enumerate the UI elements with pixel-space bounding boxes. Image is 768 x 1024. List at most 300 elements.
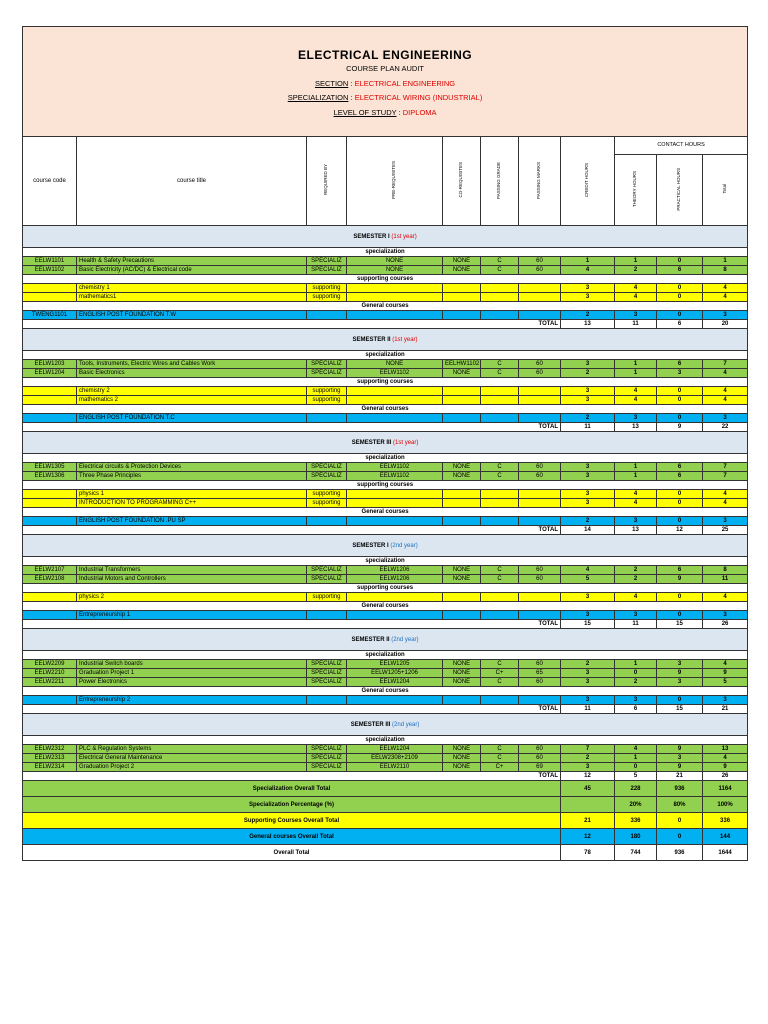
col-contact-hours: CONTACT HOURS [615, 137, 748, 155]
prerequisites: EELW1206 [347, 575, 443, 584]
passing-grade [481, 387, 519, 396]
group-header [23, 736, 748, 745]
practical-hours: 9 [657, 763, 703, 772]
semester-year: (2nd year) [391, 636, 419, 643]
summary-row [23, 829, 748, 845]
summary-row [23, 781, 748, 797]
required-by: SPECIALIZ [307, 266, 347, 275]
summary-row [23, 845, 748, 861]
course-row [23, 414, 748, 423]
prerequisites [347, 611, 443, 620]
total-hours: 4 [703, 387, 748, 396]
passing-grade [481, 696, 519, 705]
course-title: mathematics 2 [77, 396, 307, 405]
level-label: LEVEL OF STUDY [333, 107, 397, 117]
prerequisites: NONE [347, 257, 443, 266]
total-credit-hours: 14 [561, 526, 615, 535]
prerequisites: EELW1205 [347, 660, 443, 669]
credit-hours: 3 [561, 284, 615, 293]
required-by: SPECIALIZ [307, 678, 347, 687]
passing-grade: C [481, 266, 519, 275]
theory-hours: 0 [615, 763, 657, 772]
total-hours: 4 [703, 490, 748, 499]
theory-hours: 3 [615, 611, 657, 620]
course-title: mathematics1 [77, 293, 307, 302]
summary-label: Specialization Overall Total [23, 781, 561, 797]
theory-hours: 4 [615, 490, 657, 499]
credit-hours: 3 [561, 396, 615, 405]
course-code: EELW2209 [23, 660, 77, 669]
total-hours: 9 [703, 669, 748, 678]
required-by: supporting [307, 490, 347, 499]
passing-marks [519, 311, 561, 320]
total-spacer [23, 705, 519, 714]
required-by: SPECIALIZ [307, 463, 347, 472]
course-row [23, 369, 748, 378]
theory-hours: 4 [615, 387, 657, 396]
credit-hours: 4 [561, 566, 615, 575]
prerequisites [347, 311, 443, 320]
corequisites: EELHW1102 [443, 360, 481, 369]
total-all-hours: 22 [703, 423, 748, 432]
col-practical-hours: PRACTICAL HOURS [657, 155, 703, 226]
group-label: supporting courses [23, 378, 748, 387]
course-row [23, 745, 748, 754]
total-hours: 4 [703, 284, 748, 293]
theory-hours: 1 [615, 463, 657, 472]
semester-header [23, 226, 748, 248]
course-row [23, 311, 748, 320]
passing-marks: 60 [519, 660, 561, 669]
semester-year: (2nd year) [392, 721, 420, 728]
course-code: TWENG1101 [23, 311, 77, 320]
total-credit-hours: 13 [561, 320, 615, 329]
course-title: Electrical General Maintenance [77, 754, 307, 763]
group-header [23, 378, 748, 387]
total-hours: 7 [703, 463, 748, 472]
practical-hours: 6 [657, 463, 703, 472]
corequisites: NONE [443, 745, 481, 754]
credit-hours: 2 [561, 754, 615, 763]
total-hours: 7 [703, 360, 748, 369]
semester-year: (1st year) [392, 336, 418, 343]
course-title: physics 1 [77, 490, 307, 499]
total-hours: 7 [703, 472, 748, 481]
course-title: chemistry 1 [77, 284, 307, 293]
passing-grade: C [481, 745, 519, 754]
course-code: EELW1101 [23, 257, 77, 266]
col-theory-hours: THEORY HOURS [615, 155, 657, 226]
corequisites [443, 293, 481, 302]
credit-hours: 3 [561, 360, 615, 369]
group-label: supporting courses [23, 275, 748, 284]
corequisites: NONE [443, 463, 481, 472]
summary-label: Supporting Courses Overall Total [23, 813, 561, 829]
required-by: supporting [307, 387, 347, 396]
total-label: TOTAL [519, 320, 561, 329]
course-code [23, 611, 77, 620]
summary-practical-hours: 0 [657, 829, 703, 845]
summary-theory-hours: 228 [615, 781, 657, 797]
group-label: specialization [23, 351, 748, 360]
credit-hours: 2 [561, 311, 615, 320]
group-label: specialization [23, 557, 748, 566]
document-title: ELECTRICAL ENGINEERING [297, 48, 473, 62]
total-all-hours: 26 [703, 620, 748, 629]
passing-marks [519, 387, 561, 396]
semester-header [23, 714, 748, 736]
practical-hours: 0 [657, 696, 703, 705]
prerequisites: EELW2308+2109 [347, 754, 443, 763]
course-row [23, 566, 748, 575]
practical-hours: 0 [657, 284, 703, 293]
col-credit-hours: CREDIT HOURS [561, 137, 615, 226]
semester-year: (1st year) [391, 233, 417, 240]
practical-hours: 0 [657, 499, 703, 508]
prerequisites: EELW1102 [347, 463, 443, 472]
group-header [23, 275, 748, 284]
semester-title [23, 714, 748, 736]
prerequisites: EELW1204 [347, 678, 443, 687]
total-hours: 3 [703, 517, 748, 526]
group-label: General courses [23, 508, 748, 517]
document-header [23, 27, 748, 137]
passing-grade: C [481, 566, 519, 575]
required-by: SPECIALIZ [307, 566, 347, 575]
course-code [23, 396, 77, 405]
passing-marks: 65 [519, 669, 561, 678]
practical-hours: 3 [657, 678, 703, 687]
credit-hours: 2 [561, 369, 615, 378]
course-title: Power Electronics [77, 678, 307, 687]
passing-marks: 60 [519, 472, 561, 481]
course-row [23, 696, 748, 705]
passing-grade [481, 396, 519, 405]
corequisites [443, 311, 481, 320]
prerequisites: NONE [347, 266, 443, 275]
passing-grade: C+ [481, 669, 519, 678]
passing-grade [481, 490, 519, 499]
course-title: Entrepreneurship 1 [77, 611, 307, 620]
prerequisites: NONE [347, 360, 443, 369]
credit-hours: 7 [561, 745, 615, 754]
course-title: INTRODUCTION TO PROGRAMMING C++ [77, 499, 307, 508]
semester-header [23, 629, 748, 651]
semester-header [23, 432, 748, 454]
col-course-title: course title [77, 137, 307, 226]
theory-hours: 3 [615, 414, 657, 423]
summary-label: Specialization Percentage (%) [23, 797, 561, 813]
semester-year: (1st year) [393, 439, 419, 446]
summary-theory-hours: 336 [615, 813, 657, 829]
course-code: EELW2313 [23, 754, 77, 763]
passing-marks [519, 396, 561, 405]
required-by: SPECIALIZ [307, 660, 347, 669]
group-label: General courses [23, 405, 748, 414]
course-row [23, 360, 748, 369]
semester-name: SEMESTER I [352, 542, 389, 549]
total-hours: 13 [703, 745, 748, 754]
total-theory-hours: 6 [615, 705, 657, 714]
corequisites [443, 387, 481, 396]
corequisites: NONE [443, 678, 481, 687]
practical-hours: 6 [657, 266, 703, 275]
section-line: SECTION : ELECTRICAL ENGINEERING [314, 78, 456, 88]
passing-grade [481, 499, 519, 508]
required-by: supporting [307, 284, 347, 293]
course-row [23, 575, 748, 584]
required-by: SPECIALIZ [307, 257, 347, 266]
total-hours: 4 [703, 369, 748, 378]
corequisites [443, 284, 481, 293]
credit-hours: 2 [561, 414, 615, 423]
passing-marks: 60 [519, 678, 561, 687]
course-title: Graduation Project 2 [77, 763, 307, 772]
total-hours: 4 [703, 293, 748, 302]
course-code [23, 593, 77, 602]
summary-practical-hours: 936 [657, 781, 703, 797]
course-code [23, 284, 77, 293]
passing-grade: C [481, 678, 519, 687]
practical-hours: 0 [657, 593, 703, 602]
semester-total-row [23, 772, 748, 781]
corequisites [443, 396, 481, 405]
required-by: SPECIALIZ [307, 745, 347, 754]
group-header [23, 557, 748, 566]
total-label: TOTAL [519, 705, 561, 714]
passing-marks: 60 [519, 566, 561, 575]
course-title: Graduation Project 1 [77, 669, 307, 678]
theory-hours: 3 [615, 311, 657, 320]
group-header [23, 454, 748, 463]
summary-theory-hours: 20% [615, 797, 657, 813]
course-title: Industrial Switch boards [77, 660, 307, 669]
credit-hours: 4 [561, 266, 615, 275]
theory-hours: 4 [615, 499, 657, 508]
course-row [23, 387, 748, 396]
required-by [307, 611, 347, 620]
passing-grade: C [481, 575, 519, 584]
course-title: Tools, Instruments, Electric Wires and Cables Work [77, 360, 307, 369]
section-value: ELECTRICAL ENGINEERING [354, 78, 456, 88]
required-by: SPECIALIZ [307, 360, 347, 369]
col-total: Total [703, 155, 748, 226]
credit-hours: 3 [561, 669, 615, 678]
total-all-hours: 26 [703, 772, 748, 781]
corequisites: NONE [443, 257, 481, 266]
passing-grade [481, 284, 519, 293]
course-row [23, 284, 748, 293]
passing-grade: C [481, 463, 519, 472]
theory-hours: 2 [615, 575, 657, 584]
passing-grade: C [481, 754, 519, 763]
group-label: specialization [23, 651, 748, 660]
total-spacer [23, 772, 519, 781]
total-hours: 3 [703, 414, 748, 423]
total-hours: 5 [703, 678, 748, 687]
course-code [23, 517, 77, 526]
passing-grade: C [481, 360, 519, 369]
summary-total-hours: 144 [703, 829, 748, 845]
summary-credit-hours: 78 [561, 845, 615, 861]
group-header [23, 405, 748, 414]
course-title: Three Phase Principles [77, 472, 307, 481]
group-header [23, 687, 748, 696]
course-title: ENGLISH POST FOUNDATION .PU SP [77, 517, 307, 526]
semester-name: SEMESTER I [353, 233, 390, 240]
course-row [23, 396, 748, 405]
required-by: SPECIALIZ [307, 669, 347, 678]
total-hours: 4 [703, 396, 748, 405]
passing-marks [519, 593, 561, 602]
total-spacer [23, 526, 519, 535]
course-row [23, 669, 748, 678]
prerequisites [347, 696, 443, 705]
theory-hours: 3 [615, 517, 657, 526]
practical-hours: 9 [657, 669, 703, 678]
passing-marks: 60 [519, 575, 561, 584]
theory-hours: 1 [615, 360, 657, 369]
course-code: EELW1203 [23, 360, 77, 369]
summary-label: Overall Total [23, 845, 561, 861]
credit-hours: 1 [561, 257, 615, 266]
passing-marks [519, 293, 561, 302]
theory-hours: 1 [615, 257, 657, 266]
group-header [23, 508, 748, 517]
credit-hours: 2 [561, 517, 615, 526]
total-hours: 8 [703, 266, 748, 275]
total-hours: 4 [703, 660, 748, 669]
total-credit-hours: 15 [561, 620, 615, 629]
practical-hours: 0 [657, 611, 703, 620]
semester-title [23, 535, 748, 557]
summary-total-hours: 1644 [703, 845, 748, 861]
summary-practical-hours: 936 [657, 845, 703, 861]
theory-hours: 1 [615, 660, 657, 669]
total-theory-hours: 13 [615, 423, 657, 432]
total-theory-hours: 13 [615, 526, 657, 535]
course-row [23, 754, 748, 763]
theory-hours: 1 [615, 472, 657, 481]
summary-credit-hours: 12 [561, 829, 615, 845]
corequisites [443, 499, 481, 508]
course-code: EELW2211 [23, 678, 77, 687]
practical-hours: 3 [657, 754, 703, 763]
corequisites: NONE [443, 660, 481, 669]
course-code [23, 387, 77, 396]
corequisites: NONE [443, 669, 481, 678]
credit-hours: 5 [561, 575, 615, 584]
credit-hours: 3 [561, 593, 615, 602]
practical-hours: 0 [657, 257, 703, 266]
passing-marks: 60 [519, 463, 561, 472]
prerequisites: EELW1204 [347, 745, 443, 754]
prerequisites [347, 293, 443, 302]
theory-hours: 1 [615, 369, 657, 378]
credit-hours: 3 [561, 763, 615, 772]
passing-marks [519, 517, 561, 526]
total-practical-hours: 9 [657, 423, 703, 432]
course-title: ENGLISH POST FOUNDATION T.C [77, 414, 307, 423]
semester-title [23, 329, 748, 351]
practical-hours: 0 [657, 293, 703, 302]
practical-hours: 0 [657, 311, 703, 320]
passing-grade: C [481, 472, 519, 481]
passing-marks: 69 [519, 763, 561, 772]
practical-hours: 9 [657, 575, 703, 584]
course-row [23, 490, 748, 499]
group-label: General courses [23, 302, 748, 311]
practical-hours: 3 [657, 660, 703, 669]
prerequisites [347, 284, 443, 293]
passing-grade: C [481, 660, 519, 669]
semester-total-row [23, 423, 748, 432]
total-hours: 9 [703, 763, 748, 772]
summary-row [23, 797, 748, 813]
passing-marks: 60 [519, 266, 561, 275]
passing-grade [481, 593, 519, 602]
prerequisites: EELW1102 [347, 369, 443, 378]
corequisites: NONE [443, 472, 481, 481]
course-title: ENGLISH POST FOUNDATION T.W [77, 311, 307, 320]
course-row [23, 763, 748, 772]
theory-hours: 4 [615, 396, 657, 405]
total-practical-hours: 15 [657, 620, 703, 629]
required-by: supporting [307, 593, 347, 602]
practical-hours: 0 [657, 517, 703, 526]
prerequisites [347, 490, 443, 499]
passing-marks [519, 490, 561, 499]
semester-header [23, 535, 748, 557]
course-row [23, 499, 748, 508]
prerequisites: EELW1102 [347, 472, 443, 481]
required-by: SPECIALIZ [307, 763, 347, 772]
theory-hours: 0 [615, 669, 657, 678]
course-code [23, 696, 77, 705]
total-credit-hours: 11 [561, 705, 615, 714]
total-hours: 4 [703, 754, 748, 763]
course-title: Electrical circuits & Protection Devices [77, 463, 307, 472]
total-label: TOTAL [519, 620, 561, 629]
total-spacer [23, 620, 519, 629]
course-row [23, 660, 748, 669]
corequisites [443, 611, 481, 620]
required-by: SPECIALIZ [307, 369, 347, 378]
theory-hours: 3 [615, 696, 657, 705]
credit-hours: 3 [561, 678, 615, 687]
passing-grade [481, 611, 519, 620]
total-practical-hours: 12 [657, 526, 703, 535]
semester-total-row [23, 620, 748, 629]
required-by [307, 311, 347, 320]
credit-hours: 3 [561, 387, 615, 396]
total-credit-hours: 12 [561, 772, 615, 781]
passing-marks: 60 [519, 745, 561, 754]
specialization-line: SPECIALIZATION : ELECTRICAL WIRING (INDUSTRIAL) [287, 93, 483, 102]
credit-hours: 3 [561, 696, 615, 705]
corequisites: NONE [443, 566, 481, 575]
corequisites: NONE [443, 763, 481, 772]
passing-grade [481, 414, 519, 423]
summary-credit-hours [561, 797, 615, 813]
total-label: TOTAL [519, 772, 561, 781]
specialization-value: ELECTRICAL WIRING (INDUSTRIAL) [354, 93, 483, 102]
course-title: PLC & Regulation Systems [77, 745, 307, 754]
practical-hours: 0 [657, 414, 703, 423]
passing-marks [519, 611, 561, 620]
group-header [23, 584, 748, 593]
practical-hours: 6 [657, 360, 703, 369]
